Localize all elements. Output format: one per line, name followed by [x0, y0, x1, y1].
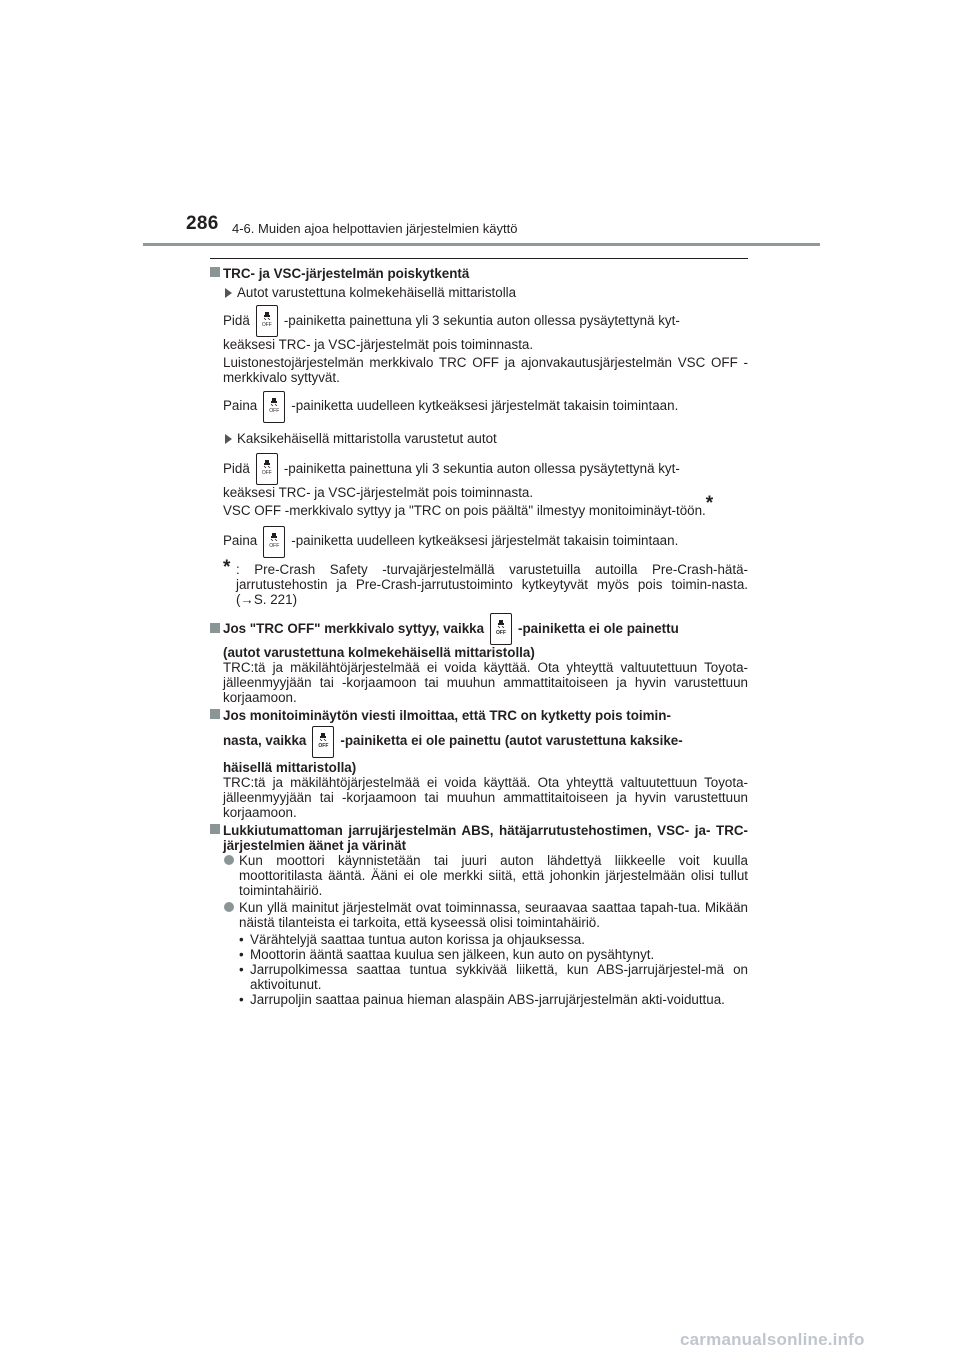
section-heading-cont: (autot varustettuna kolmekehäisellä mittaristolla): [223, 645, 535, 661]
subheading-three-ring-meter: Autot varustettuna kolmekehäisellä mittaristolla: [210, 285, 748, 300]
list-item: • Värähtelyjä saattaa tuntua auton korissa ja ohjauksessa.: [239, 931, 585, 947]
paragraph: VSC OFF -merkkivalo syttyy ja "TRC on pois päältä" ilmestyy monitoiminäyt-töön.*: [223, 493, 714, 519]
trc-off-button-icon: OFF: [256, 453, 278, 485]
section-marker-icon: [210, 709, 220, 719]
footnote: * : Pre-Crash Safety -turvajärjestelmällä varustetuilla autoilla Pre-Crash-hätä-jarrutustehostin ja Pre-Crash-jarrutustoiminto kytkeytyvät myös pois toimin-nasta. (→S. 221): [223, 556, 748, 607]
section-marker-icon: [210, 267, 220, 277]
section-heading-monitor-message: Jos monitoiminäytön viesti ilmoittaa, että TRC on kytketty pois toimin-: [210, 708, 748, 723]
section-rule: [210, 258, 748, 259]
bullet-dot-icon: [224, 855, 234, 865]
trc-off-button-icon: OFF: [263, 526, 285, 558]
trc-off-button-icon: OFF: [263, 391, 285, 423]
section-marker-icon: [210, 824, 220, 834]
triangle-arrow-icon: [225, 288, 232, 298]
section-heading-abs-sounds: Lukkiutumattoman jarrujärjestelmän ABS, hätäjarrutustehostimen, VSC- ja- TRC-järjestelmien äänet ja värinät: [210, 823, 748, 853]
bullet-item: Kun yllä mainitut järjestelmät ovat toiminnassa, seuraavaa saattaa tapah-tua. Mikään näistä tilanteista ei tarkoita, että kyseessä olisi toimintahäiriö.: [210, 900, 748, 930]
subheading-two-ring-meter: Kaksikehäisellä mittaristolla varustetut autot: [210, 431, 748, 446]
section-heading-cont: nasta, vaikka OFF -painiketta ei ole painettu (autot varustettuna kaksike-: [210, 725, 748, 757]
paragraph: keäksesi TRC- ja VSC-järjestelmät pois toiminnasta.: [223, 337, 534, 353]
list-item: • Moottorin ääntä saattaa kuulua sen jälkeen, kun auto on pysähtynyt.: [239, 946, 655, 962]
footnote-marker: *: [705, 493, 714, 515]
trc-off-button-icon: OFF: [256, 305, 278, 337]
paragraph: keäksesi TRC- ja VSC-järjestelmät pois toiminnasta.: [223, 485, 534, 501]
section-heading-trc-vsc-off: TRC- ja VSC-järjestelmän poiskytkentä: [210, 266, 748, 281]
paragraph: Luistonestojärjestelmän merkkivalo TRC OFF ja ajonvakautusjärjestelmän VSC OFF -merkkivalo syttyvät.: [223, 355, 748, 386]
page-header: [186, 213, 820, 243]
page-number: 286: [186, 213, 219, 234]
bullet-dot-icon: [224, 902, 234, 912]
list-item: • Jarrupolkimessa saattaa tuntua sykkivää liikettä, kun ABS-jarrujärjestel-mä on aktivoitunut.: [239, 961, 748, 992]
chapter-title: 4-6. Muiden ajoa helpottavien järjestelmien käyttö: [232, 221, 518, 236]
page-content: [210, 266, 748, 1007]
paragraph: Pidä OFF -painiketta painettuna yli 3 sekuntia auton ollessa pysäytettynä kyt-: [210, 305, 748, 337]
watermark-text: carmanualsonline.info: [680, 1330, 865, 1349]
section-marker-icon: [210, 623, 220, 633]
trc-off-button-icon: OFF: [490, 613, 512, 645]
list-item: • Jarrupoljin saattaa painua hieman alaspäin ABS-jarrujärjestelmän akti-voiduttua.: [239, 991, 725, 1007]
triangle-arrow-icon: [225, 434, 232, 444]
paragraph: Paina OFF -painiketta uudelleen kytkeäksesi järjestelmät takaisin toimintaan.: [210, 390, 748, 422]
header-rule: [143, 243, 820, 246]
paragraph: Paina OFF -painiketta uudelleen kytkeäksesi järjestelmät takaisin toimintaan.: [210, 525, 748, 557]
trc-off-button-icon: OFF: [312, 726, 334, 758]
paragraph: TRC:tä ja mäkilähtöjärjestelmää ei voida käyttää. Ota yhteyttä valtuutettuun Toyota-jälleenmyyjään tai -korjaamoon tai muuhun ammattitaitoiseen ja hyvin varustettuun korjaamoon.: [223, 660, 748, 706]
bullet-item: Kun moottori käynnistetään tai juuri auton lähdettyä liikkeelle voit kuulla moottoritilasta ääntä. Ääni ei ole merkki siitä, että johonkin järjestelmään olisi tullut toimintahäiriö.: [210, 853, 748, 898]
section-heading-cont: häisellä mittaristolla): [223, 759, 357, 775]
section-heading-trc-off-lamp: Jos "TRC OFF" merkkivalo syttyy, vaikka OFF -painiketta ei ole painettu: [210, 613, 748, 645]
paragraph: Pidä OFF -painiketta painettuna yli 3 sekuntia auton ollessa pysäytettynä kyt-: [210, 453, 748, 485]
paragraph: TRC:tä ja mäkilähtöjärjestelmää ei voida käyttää. Ota yhteyttä valtuutettuun Toyota-jälleenmyyjään tai -korjaamoon tai muuhun ammattitaitoiseen ja hyvin varustettuun korjaamoon.: [223, 774, 748, 820]
footnote-star: *: [223, 556, 231, 578]
